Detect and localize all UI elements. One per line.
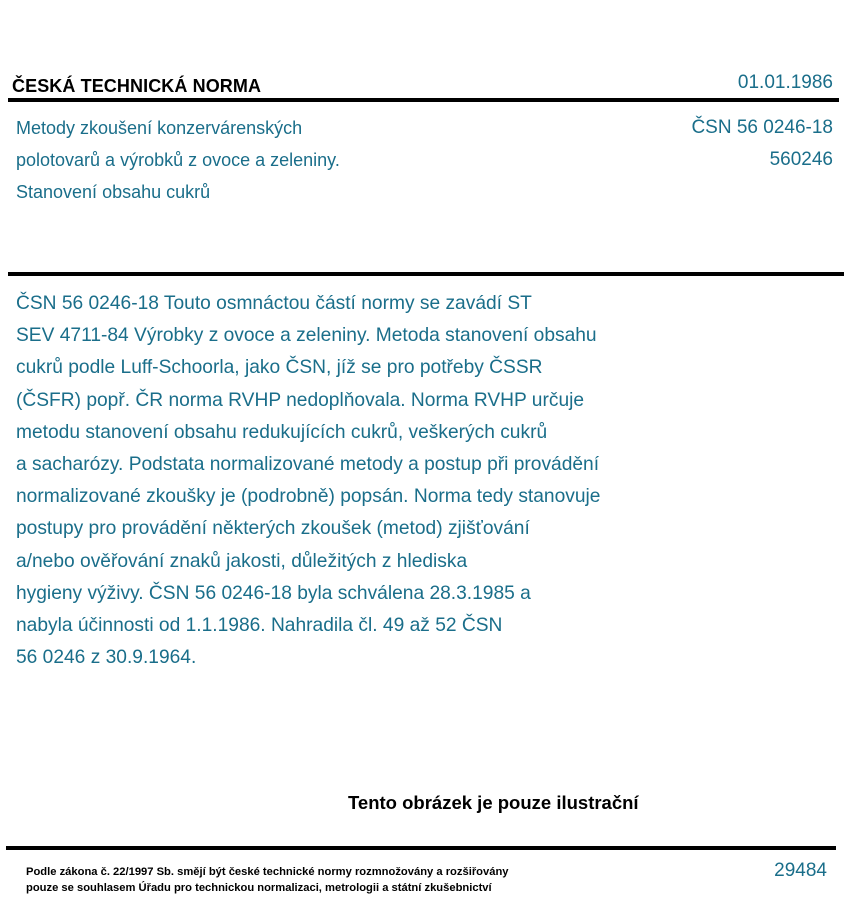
description-line: cukrů podle Luff-Schoorla, jako ČSN, jíž se pro potřeby ČSSR — [16, 357, 543, 379]
description-line: ČSN 56 0246-18 Touto osmnáctou částí normy se zavádí ST — [16, 293, 532, 314]
description-line: SEV 4711-84 Výrobky z ovoce a zeleniny. Metoda stanovení obsahu — [16, 325, 597, 347]
legal-notice-line-2: pouze se souhlasem Úřadu pro technickou normalizaci, metrologii a státní zkušebnictví — [26, 882, 492, 894]
description-line: metodu stanovení obsahu redukujících cukrů, veškerých cukrů — [16, 421, 548, 443]
standard-code: ČSN 56 0246-18 — [691, 117, 833, 138]
effective-date: 01.01.1986 — [737, 72, 833, 93]
standard-class-number: 560246 — [769, 149, 833, 170]
header-rule — [8, 98, 839, 102]
footer-rule — [6, 846, 836, 850]
section-rule — [8, 272, 844, 276]
legal-notice-line-1: Podle zákona č. 22/1997 Sb. smějí být české technické normy rozmnožovány a rozšiřovány — [26, 866, 509, 878]
description-line: a sacharózy. Podstata normalizované metody a postup při provádění — [16, 454, 600, 476]
document-type-heading: ČESKÁ TECHNICKÁ NORMA — [12, 76, 262, 96]
description-line: normalizované zkoušky je (podrobně) popsán. Norma tedy stanovuje — [16, 486, 601, 508]
legal-notice — [26, 864, 509, 896]
standard-description — [16, 288, 696, 674]
catalog-number: 29484 — [774, 860, 827, 881]
description-line: a/nebo ověřování znaků jakosti, důležitých z hlediska — [16, 550, 468, 572]
illustration-notice: Tento obrázek je pouze ilustrační — [348, 792, 639, 813]
standard-title-line-1: Metody zkoušení konzervárenských — [16, 118, 303, 138]
description-line: hygieny výživy. ČSN 56 0246-18 byla schválena 28.3.1985 a — [16, 582, 531, 604]
description-line: 56 0246 z 30.9.1964. — [16, 647, 197, 669]
description-line: nabyla účinnosti od 1.1.1986. Nahradila čl. 49 až 52 ČSN — [16, 615, 503, 637]
description-line: (ČSFR) popř. ČR norma RVHP nedoplňovala. Norma RVHP určuje — [16, 389, 585, 411]
standard-title-line-3: Stanovení obsahu cukrů — [16, 182, 211, 202]
description-line: postupy pro provádění některých zkoušek (metod) zjišťování — [16, 518, 530, 540]
standard-title-line-2: polotovarů a výrobků z ovoce a zeleniny. — [16, 150, 340, 170]
